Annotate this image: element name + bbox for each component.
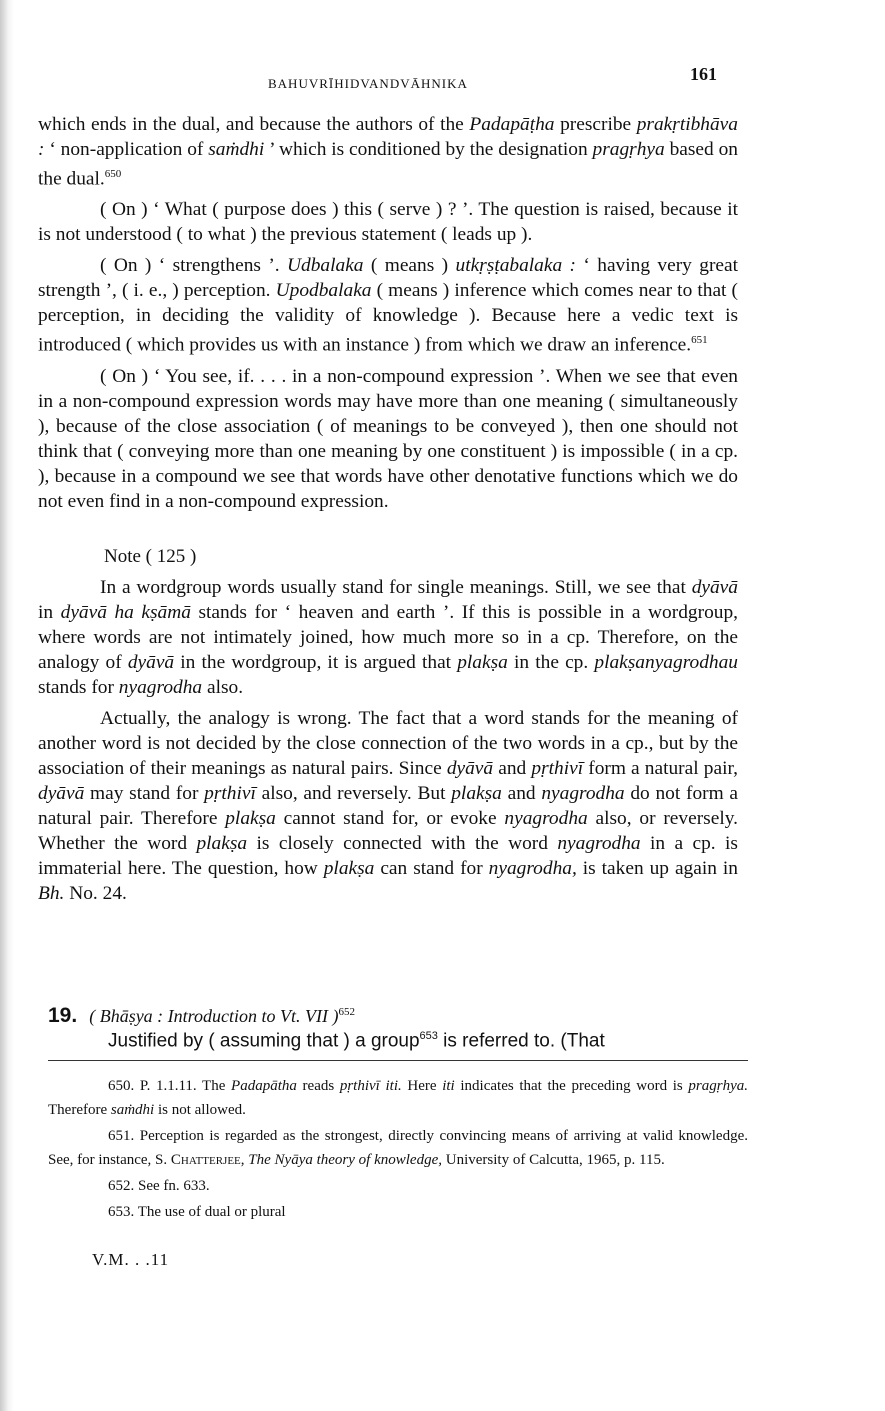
- paragraph-3: ( On ) ‘ strengthens ’. Udbalaka ( means ) utkṛṣṭabalaka : ‘ having very great strength ’, ( i. e., ) perception. Upodbalaka ( means ) inference which comes near to that ( perception, in deciding the validity of knowledge ). Because here a vedic text is introduced ( which provides us with an instance ) from which we draw an inference.$^{651}$: [38, 255, 739, 356]
- note-heading: Note ( 125 ): [104, 545, 197, 567]
- footnote-653: 653. The use of dual or plural: [108, 1204, 286, 1220]
- footnote-ref-651: 651: [691, 334, 708, 347]
- page-binding-shadow: [0, 0, 14, 1411]
- section-number: 19.: [48, 1004, 78, 1027]
- paragraph-4: ( On ) ‘ You see, if. . . . in a non-compound expression ’. When we see that even in a non-compound expression words may have more than one meaning ( simultaneously ), because of the close association ( of meanings to be conveyed ), then one should not think that ( conveying more than one meaning by one constituent ) is impossible ( in a cp. ), because in a compound we see that words have other denotative functions which we do not even find in a non-compound expression.: [38, 365, 738, 512]
- running-head: BAHUVRĪHIDVANDVĀHNIKA: [268, 76, 468, 91]
- main-text: [38, 112, 738, 912]
- footnote-650: 650. P. 1.1.11. The Padapātha reads pṛthivī iti. Here iti indicates that the preceding word is pragṛhya. Therefore saṁdhi is not allowed.: [48, 1078, 748, 1118]
- footnote-652: 652. See fn. 633.: [108, 1178, 210, 1194]
- paragraph-2: ( On ) ‘ What ( purpose does ) this ( serve ) ? ’. The question is raised, because it is not understood ( to what ) the previous statement ( leads up ).: [38, 199, 738, 246]
- footnote-651: 651. Perception is regarded as the strongest, directly convincing means of arriving at valid knowledge. See, for instance, S. Chatterjee, The Nyāya theory of knowledge, University of Calcutta, 1965, p. 115.: [48, 1128, 748, 1168]
- footnote-divider: [48, 1060, 748, 1061]
- section-title: ( Bhāṣya : Introduction to Vt. VII ): [89, 1006, 339, 1026]
- section-heading: [48, 1004, 748, 1028]
- footnote-ref-653: 653: [419, 1030, 438, 1042]
- footnote-ref-652: 652: [338, 1006, 355, 1018]
- page-number: 161: [690, 64, 717, 84]
- section-text: Justified by ( assuming that ) a group$^{653}$ is referred to. (That: [108, 1030, 605, 1052]
- footnote-ref-650: 650: [104, 168, 122, 180]
- note-paragraph-1: In a wordgroup words usually stand for single meanings. Still, we see that dyāvā in dyāvā ha kṣāmā stands for ‘ heaven and earth ’. If this is possible in a wordgroup, where words are not intimately joined, how much more so in a cp. Therefore, on the analogy of dyāvā in the wordgroup, it is argued that plakṣa in the cp. plakṣanyagrodhau stands for nyagrodha also.: [38, 576, 738, 698]
- note-paragraph-2: Actually, the analogy is wrong. The fact that a word stands for the meaning of another word is not decided by the close connection of the two words in a cp., but by the association of their meanings as natural pairs. Since dyāvā and pṛthivī form a natural pair, dyāvā may stand for pṛthivī also, and reversely. But plakṣa and nyagrodha do not form a natural pair. Therefore plakṣa cannot stand for, or evoke nyagrodha also, or reversely. Whether the word plakṣa is closely connected with the word nyagrodha in a cp. is immaterial here. The question, how plakṣa can stand for nyagrodha, is taken up again in Bh. No. 24.: [38, 707, 739, 904]
- paragraph-1: which ends in the dual, and because the authors of the Padapāṭha prescribe prakṛtibhāva : ‘ non-application of saṁdhi ’ which is conditioned by the designation pragṛhya based on the dual.$^{650}$: [38, 114, 738, 190]
- printer-signature: V.M. . .11: [92, 1250, 170, 1269]
- footnotes: [48, 1074, 748, 1226]
